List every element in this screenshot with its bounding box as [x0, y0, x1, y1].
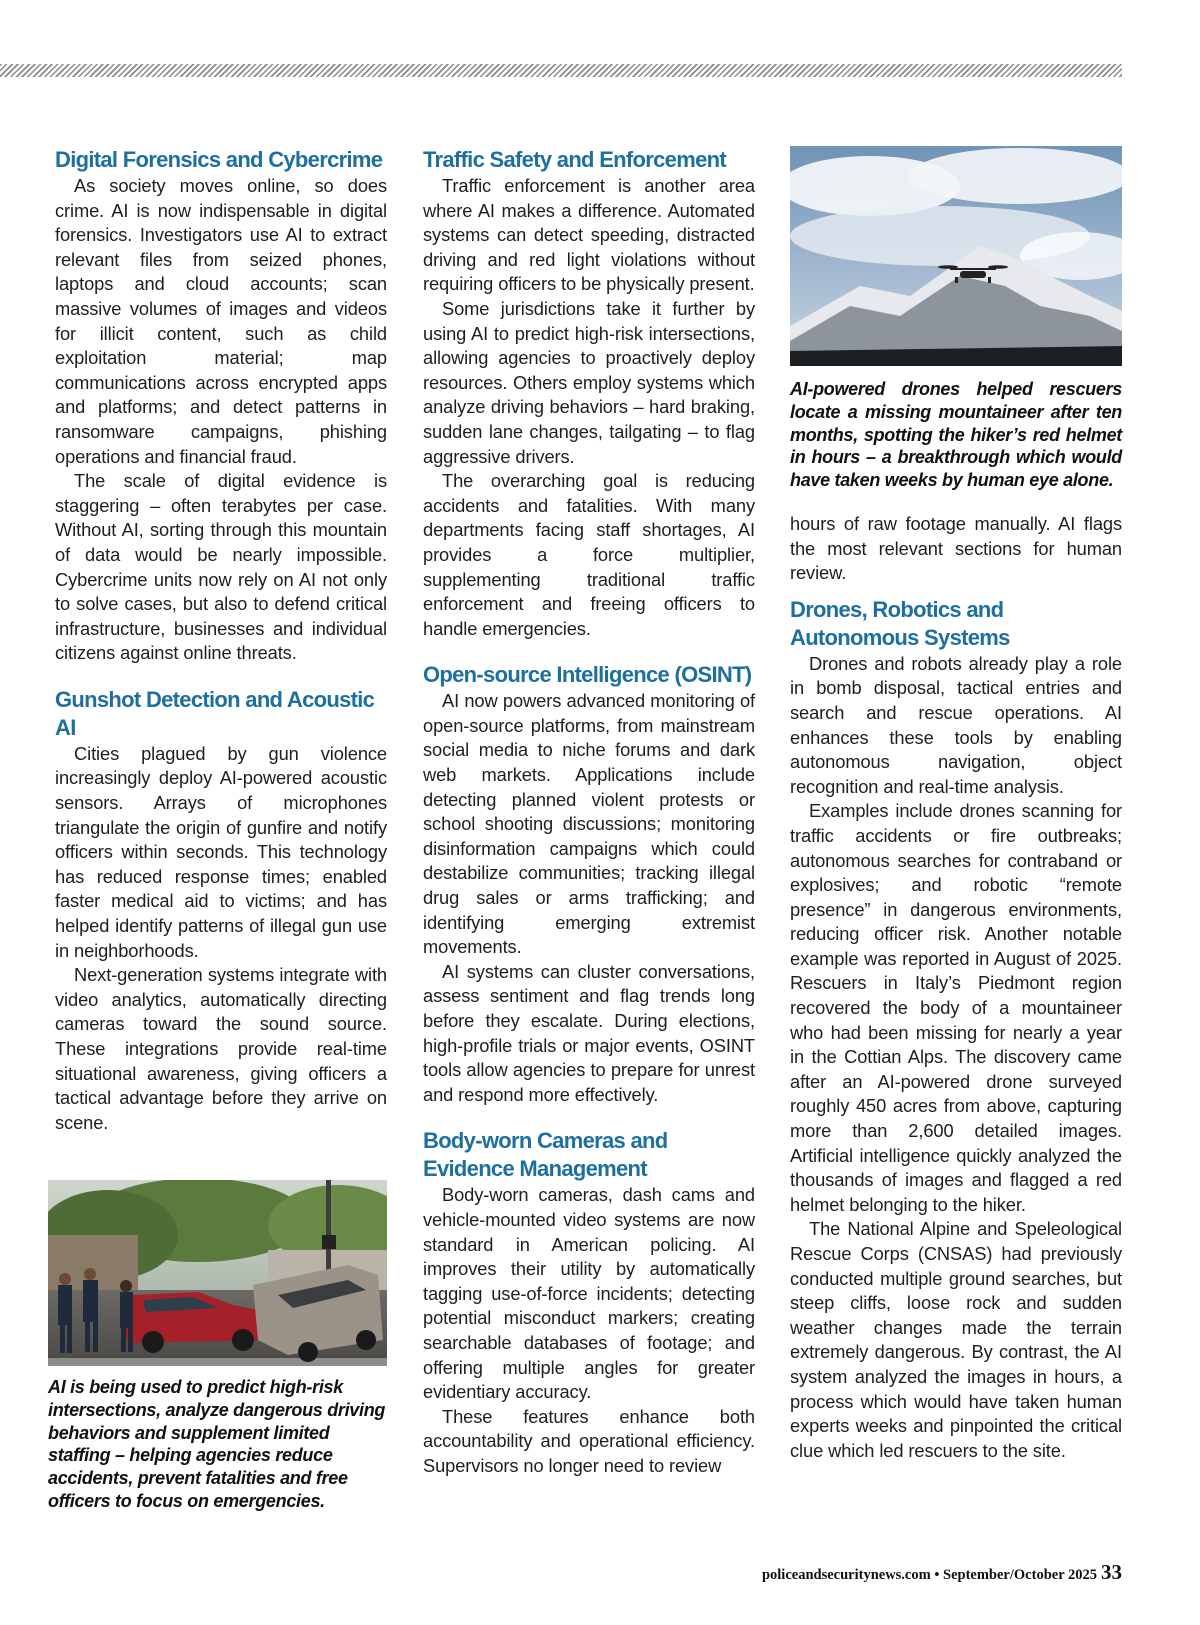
paragraph: Examples include drones scanning for traffic accidents or fire outbreaks; autonomous searches for contraband or explosives; and robotic “remote presence” in dangerous environments, reducing officer risk. Another notable example was reported in August of 2025. Rescuers in Italy’s Piedmont region recovered the body of a mountaineer who had been missing for nearly a year in the Cottian Alps. The discovery came after an AI-powered drone surveyed roughly 450 acres from above, capturing more than 2,600 detailed images. Artificial intelligence quickly analyzed the thousands of images and flagged a red helmet belonging to the hiker.: [790, 800, 1122, 1215]
paragraph: Cities plagued by gun violence increasingly deploy AI-powered acoustic sensors. Arrays of microphones triangulate the origin of gunfire and notify officers within seconds. This technology has reduced response times; enabled faster medical aid to victims; and has helped identify patterns of illegal gun use in neighborhoods.: [55, 742, 387, 961]
page-footer: [762, 1560, 1122, 1585]
paragraph: Body-worn cameras, dash cams and vehicle-mounted video systems are now standard in American policing. AI improves their utility by automatically tagging use-of-force incidents; detecting potential misconduct markers; creating searchable databases of footage; and offering multiple angles for greater evidentiary accuracy.: [423, 1184, 755, 1403]
paragraph: AI systems can cluster conversations, assess sentiment and flag trends long before they escalate. During elections, high-profile trials or major events, OSINT tools allow agencies to prepare for unrest and respond more effectively.: [423, 960, 755, 1105]
paragraph: Drones and robots already play a role in bomb disposal, tactical entries and search and rescue operations. AI enhances these tools by enabling autonomous navigation, object recognition and real-time analysis.: [790, 652, 1122, 797]
photo-traffic-accident: [48, 1180, 387, 1366]
heading-drones-robotics: Drones, Robotics and Autonomous Systems: [790, 596, 1010, 650]
page-number: 33: [1101, 1560, 1122, 1584]
photo-drone-mountain: [790, 146, 1122, 366]
figure-caption: AI-powered drones helped rescuers locate a missing mountaineer after ten months, spotting the hiker’s red helmet in hours – a breakthrough which would have taken weeks by human eye alone.: [790, 379, 1122, 491]
heading-digital-forensics: Digital Forensics and Cybercrime: [55, 147, 383, 172]
figure-drone: [790, 146, 1122, 492]
figure-traffic-accident: [48, 1180, 387, 1513]
paragraph: These features enhance both accountability and operational efficiency. Supervisors no longer need to review: [423, 1405, 755, 1476]
paragraph-continued: hours of raw footage manually. AI flags the most relevant sections for human review.: [790, 512, 1122, 584]
decorative-hatch-band: [0, 64, 1122, 77]
paragraph: The National Alpine and Speleological Rescue Corps (CNSAS) had previously conducted multiple ground searches, but steep cliffs, loose rock and sudden weather changes made the terrain extremely dangerous. By contrast, the AI system analyzed the images in hours, a process which would have taken human experts weeks and pinpointed the critical clue which led rescuers to the site.: [790, 1218, 1122, 1461]
column-1: [55, 146, 387, 1135]
footer-publication: policeandsecuritynews.com • September/October 2025: [761, 1567, 1097, 1583]
paragraph: Traffic enforcement is another area where AI makes a difference. Automated systems can detect speeding, distracted driving and red light violations without requiring officers to be physically present.: [423, 175, 755, 295]
heading-osint: Open-source Intelligence (OSINT): [423, 662, 752, 688]
paragraph: The overarching goal is reducing accidents and fatalities. With many departments facing staff shortages, AI provides a force multiplier, supplementing traditional traffic enforcement and freeing officers to handle emergencies.: [423, 470, 755, 639]
paragraph: The scale of digital evidence is staggering – often terabytes per case. Without AI, sorting through this mountain of data would be nearly impossible. Cybercrime units now rely on AI not only to solve cases, but also to defend critical infrastructure, businesses and individual citizens against online threats.: [55, 470, 387, 664]
paragraph: Next-generation systems integrate with video analytics, automatically directing cameras toward the sound source. These integrations provide real-time situational awareness, giving officers a tactical advantage before they arrive on scene.: [55, 964, 387, 1133]
heading-traffic-safety: Traffic Safety and Enforcement: [423, 147, 726, 172]
column-2: [423, 146, 755, 1479]
paragraph: As society moves online, so does crime. AI is now indispensable in digital forensics. Investigators use AI to extract relevant files from seized phones, laptops and cloud accounts; scan massive volumes of images and videos for illicit content, such as child exploitation material; map communications across encrypted apps and platforms; and detect patterns in ransomware campaigns, phishing operations and financial fraud.: [55, 175, 387, 467]
heading-body-worn-cameras: Body-worn Cameras and Evidence Management: [423, 1128, 668, 1182]
column-3: [790, 146, 1122, 1463]
heading-gunshot-detection: Gunshot Detection and Acoustic AI: [55, 686, 375, 740]
paragraph: AI now powers advanced monitoring of open-source platforms, from mainstream social media to niche forums and dark web markets. Applications include detecting planned violent protests or school shooting discussions; monitoring disinformation campaigns which could destabilize communities; tracking illegal drug sales or arms trafficking; and identifying emerging extremist movements.: [423, 690, 755, 958]
paragraph: Some jurisdictions take it further by using AI to predict high-risk intersections, allowing agencies to proactively deploy resources. Others employ systems which analyze driving behaviors – hard braking, sudden lane changes, tailgating – to flag aggressive drivers.: [423, 297, 755, 467]
figure-caption: AI is being used to predict high-risk intersections, analyze dangerous driving behaviors and supplement limited staffing – helping agencies reduce accidents, prevent fatalities and free officers to focus on emergencies.: [48, 1377, 386, 1511]
